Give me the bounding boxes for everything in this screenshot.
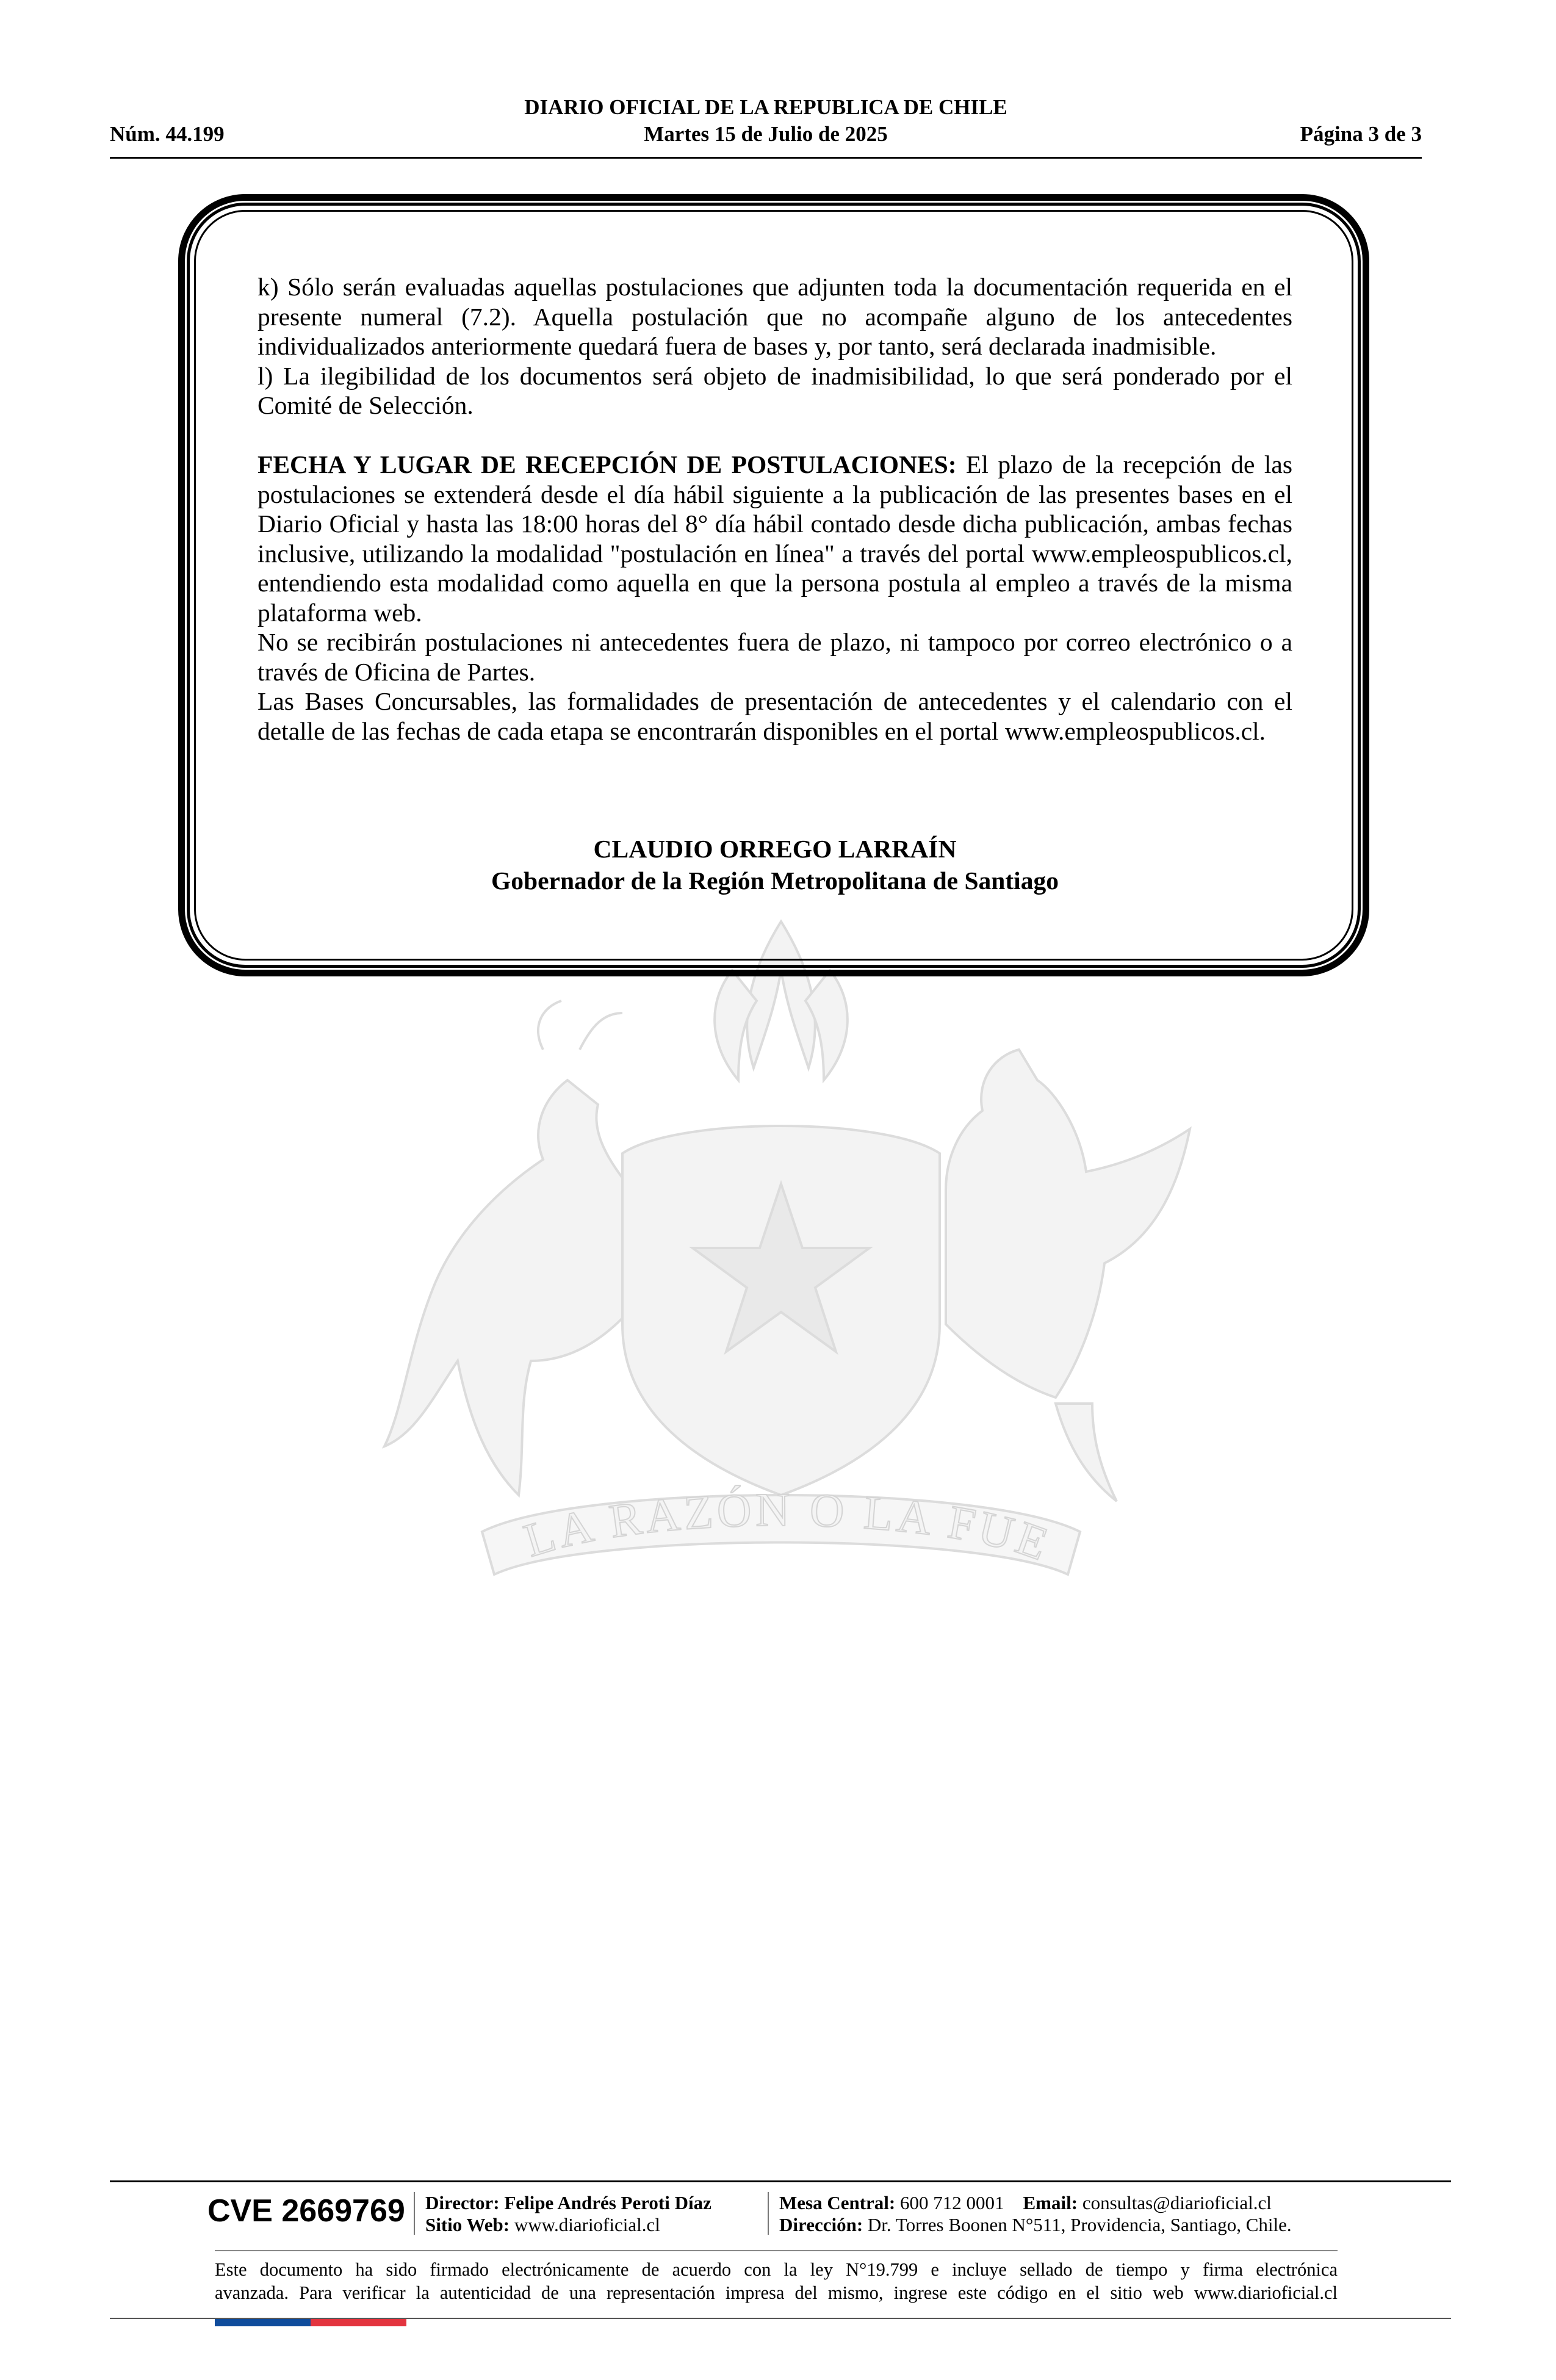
item-k: k) Sólo serán evaluadas aquellas postulaciones que adjunten toda la documentación requerida en el presente numeral (7.2). Aquella postulación que no acompañe alguno de los antecedentes individualizados anteriormente quedará fuera de bases y, por tanto, será declarada inadmisible.	[258, 273, 1292, 360]
website-line	[425, 2214, 711, 2236]
page-header	[110, 94, 1422, 159]
director-name: Felipe Andrés Peroti Díaz	[504, 2192, 711, 2213]
footer-director-column	[425, 2192, 711, 2236]
email-label: Email:	[1023, 2192, 1078, 2213]
bases-availability-paragraph: Las Bases Concursables, las formalidades de presentación de antecedentes y el calendario con el detalle de las fechas de cada etapa se encontrarán disponibles en el portal www.empleospublicos.cl.	[258, 687, 1292, 745]
issue-date: Martes 15 de Julio de 2025	[644, 122, 888, 146]
footer-separator	[768, 2192, 769, 2235]
phone-label: Mesa Central:	[779, 2192, 896, 2213]
address-value: Dr. Torres Boonen N°511, Providencia, Santiago, Chile.	[867, 2214, 1292, 2235]
director-line	[425, 2192, 711, 2214]
document-body	[258, 272, 1292, 746]
footer-separator	[414, 2192, 415, 2235]
contact-line	[779, 2192, 1292, 2214]
flag-color-bar	[215, 2319, 407, 2326]
flag-red-segment	[311, 2319, 406, 2326]
legal-line-2: avanzada. Para verificar la autenticidad de una representación impresa del mismo, ingrese este código en el sitio web www.diarioficial.cl	[215, 2282, 1338, 2303]
signatory-name: CLAUDIO ORREGO LARRAÍN	[593, 835, 957, 863]
page-indicator: Página 3 de 3	[1300, 122, 1422, 146]
issue-number: Núm. 44.199	[110, 122, 225, 146]
cve-code: CVE 2669769	[207, 2193, 405, 2229]
item-l: l) La ilegibilidad de los documentos será objeto de inadmisibilidad, lo que será ponderado por el Comité de Selección.	[258, 361, 1292, 419]
legal-line-1: Este documento ha sido firmado electrónicamente de acuerdo con la ley N°19.799 e incluye sellado de tiempo y firma electrónica	[215, 2259, 1338, 2280]
chilean-coat-of-arms-icon	[201, 897, 1361, 1666]
footer-divider-top	[110, 2180, 1451, 2182]
header-center	[110, 94, 1422, 148]
footer-contact-column	[779, 2192, 1292, 2236]
late-applications-paragraph: No se recibirán postulaciones ni antecedentes fuera de plazo, ni tampoco por correo electrónico o a través de Oficina de Partes.	[258, 628, 1292, 686]
coat-of-arms-watermark	[201, 897, 1361, 1666]
website-link[interactable]: www.diarioficial.cl	[514, 2214, 660, 2235]
legal-notice	[215, 2258, 1338, 2304]
website-label: Sitio Web:	[425, 2214, 510, 2235]
address-line	[779, 2214, 1292, 2236]
reception-paragraph	[258, 450, 1292, 627]
email-link[interactable]: consultas@diarioficial.cl	[1082, 2192, 1272, 2213]
footer-divider-middle	[215, 2250, 1338, 2251]
director-label: Director:	[425, 2192, 500, 2213]
publication-name: DIARIO OFICIAL DE LA REPUBLICA DE CHILE	[524, 95, 1007, 119]
paragraph-spacer	[258, 420, 1292, 450]
section-text: El plazo de la recepción de las postulaciones se extenderá desde el día hábil siguiente a la publicación de las presentes bases en el Diario Oficial y hasta las 18:00 horas del 8° día hábil contado desde dicha publicación, ambas fechas inclusive, utilizando la modalidad "postulación en línea" a través del portal www.empleospublicos.cl, entendiendo esta modalidad como aquella en que la persona postula al empleo a través de la misma plataforma web.	[258, 450, 1292, 627]
header-divider	[110, 157, 1422, 159]
motto-text: LA RAZÓN O LA FUE	[517, 1482, 1058, 1572]
flag-blue-segment	[215, 2319, 311, 2326]
address-label: Dirección:	[779, 2214, 863, 2235]
signature-block	[258, 833, 1292, 896]
phone-number: 600 712 0001	[900, 2192, 1004, 2213]
section-heading: FECHA Y LUGAR DE RECEPCIÓN DE POSTULACIONES:	[258, 450, 957, 478]
signatory-title: Gobernador de la Región Metropolitana de Santiago	[491, 867, 1059, 895]
